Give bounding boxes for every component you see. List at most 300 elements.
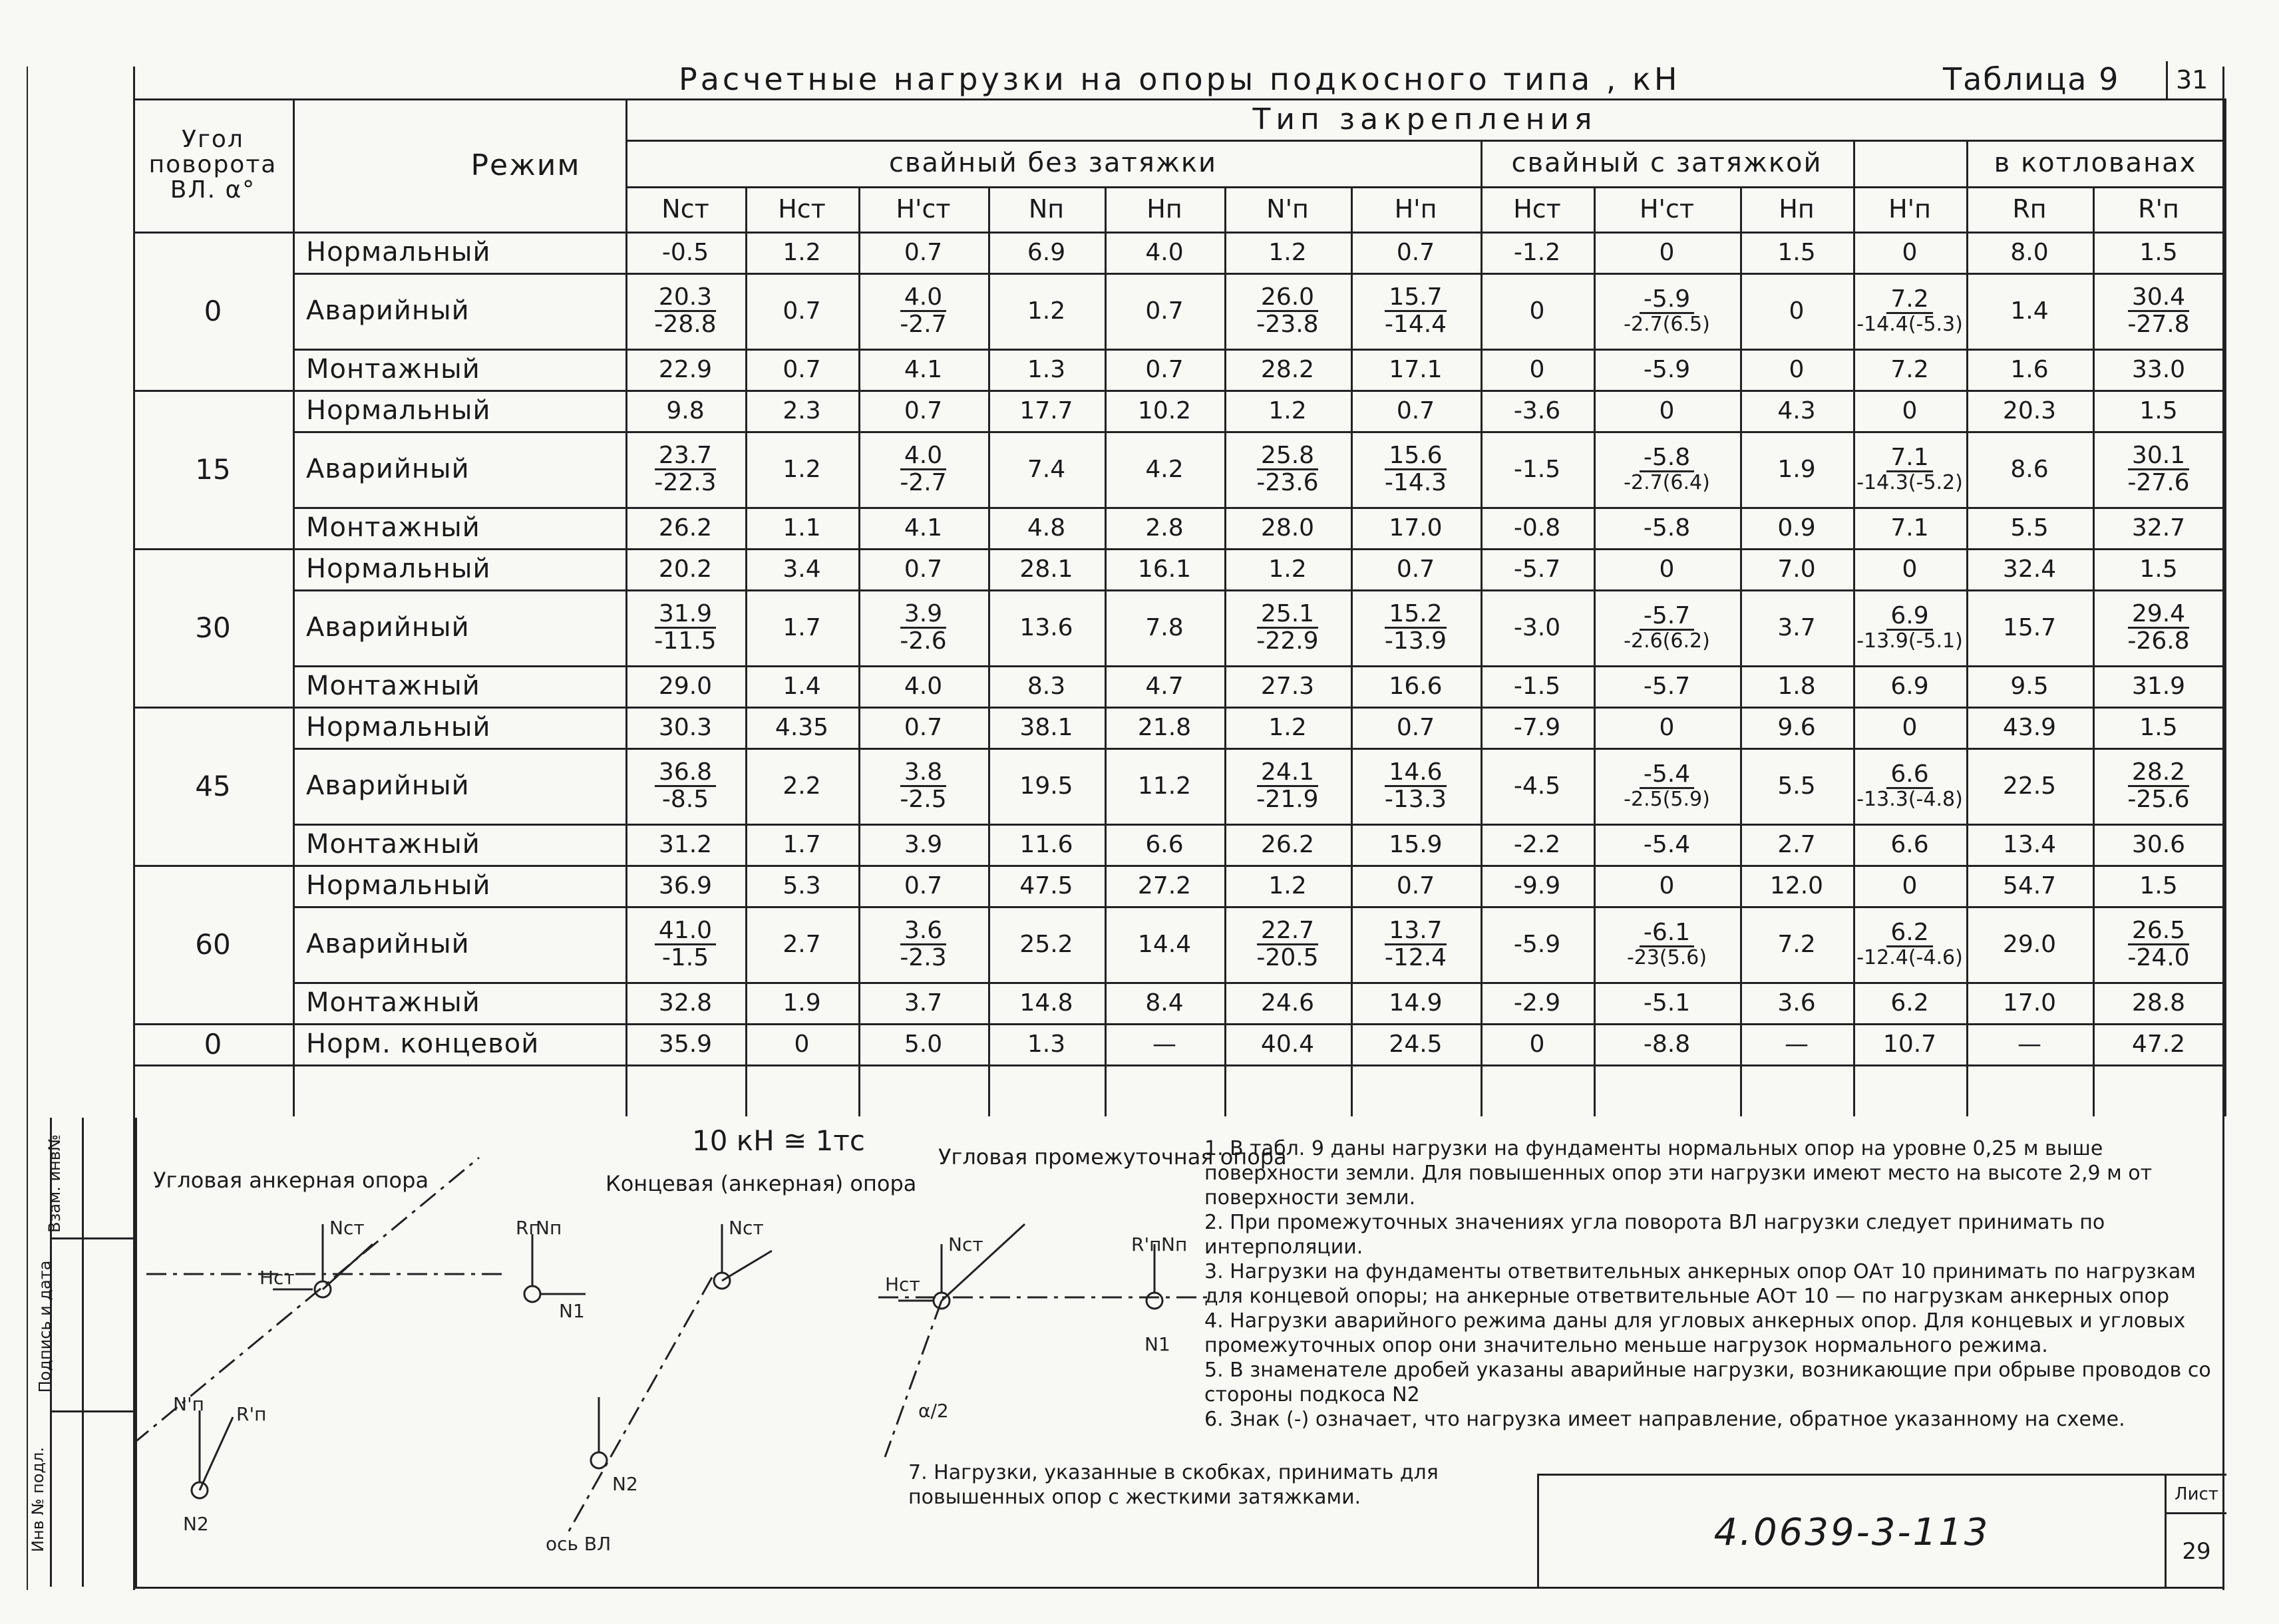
table-cell	[1966, 273, 2093, 349]
table-cell	[1105, 232, 1224, 273]
table-cell	[1966, 906, 2093, 982]
fraction-value	[1252, 918, 1322, 971]
cell-value: 4.0	[904, 672, 943, 700]
table-cell	[1594, 748, 1740, 824]
cell-value: 4.35	[775, 713, 829, 741]
pile-n2	[591, 1452, 607, 1468]
cell-value: 22.5	[2002, 772, 2057, 800]
cell-value: -2.9	[1513, 989, 1561, 1017]
cell-value: 1.2	[1268, 397, 1307, 424]
label-rp-n1: Rп	[516, 1217, 541, 1239]
angle-cell	[133, 1023, 293, 1064]
numerator: -6.1	[1640, 920, 1694, 947]
table-cell	[1594, 431, 1740, 507]
table-cell	[1105, 1023, 1224, 1064]
cell-value: 26.2	[658, 514, 713, 542]
table-cell	[2093, 349, 2224, 390]
mode-label: Аварийный	[306, 295, 470, 326]
group-line	[133, 390, 2224, 392]
row-line	[293, 431, 2224, 433]
denominator: -2.7(6.5)	[1624, 312, 1710, 336]
cell-value: 22.9	[658, 355, 713, 383]
table-row-mode	[306, 665, 625, 707]
cell-value: 0.7	[1396, 397, 1435, 424]
column-header	[988, 186, 1105, 232]
table-row-mode	[306, 349, 625, 390]
cell-value: 4.0	[1145, 238, 1184, 266]
table-cell	[988, 589, 1105, 665]
table-cell	[1224, 349, 1351, 390]
table-cell	[1740, 865, 1853, 906]
table-row-mode	[306, 824, 625, 865]
cell-value: -1.5	[1513, 672, 1561, 700]
column-header-label: Hст	[778, 194, 826, 224]
cell-value: 6.6	[1890, 830, 1929, 858]
table-cell	[1966, 982, 2093, 1023]
cell-value: 8.3	[1027, 672, 1066, 700]
table-row-mode	[306, 707, 625, 748]
table-cell	[1594, 589, 1740, 665]
group-line	[133, 1023, 2224, 1025]
denominator: -2.6(6.2)	[1624, 629, 1710, 653]
fraction-value	[1381, 285, 1451, 337]
denominator: -13.3(-4.8)	[1856, 787, 1963, 811]
fraction-value	[2123, 601, 2193, 654]
column-header-label: Hп	[1146, 194, 1182, 224]
cell-value: 30.3	[658, 713, 713, 741]
col-line	[1105, 186, 1107, 1116]
table-cell	[745, 507, 858, 548]
cell-value: 0.7	[1145, 297, 1184, 325]
table-cell	[858, 548, 988, 589]
table-cell	[625, 589, 745, 665]
cell-value: 33.0	[2131, 355, 2186, 383]
cell-value: -5.7	[1513, 555, 1561, 583]
angle-value: 60	[195, 927, 231, 961]
table-cell	[988, 548, 1105, 589]
table-cell	[1481, 982, 1594, 1023]
table-cell	[858, 390, 988, 431]
fraction-value	[2123, 760, 2193, 812]
table-cell	[2093, 548, 2224, 589]
cell-value: -5.1	[1643, 989, 1691, 1017]
cell-value: 32.8	[658, 989, 713, 1017]
cell-value: 7.1	[1890, 514, 1929, 542]
cell-value: 13.4	[2002, 830, 2057, 858]
header-group3	[1966, 140, 2224, 186]
table-cell	[625, 349, 745, 390]
cell-value: 7.2	[1890, 355, 1929, 383]
label-n2-end: N2	[612, 1473, 638, 1495]
fraction-value	[1252, 285, 1322, 337]
numerator: 6.2	[1886, 920, 1932, 947]
header-type	[625, 98, 2224, 140]
table-cell	[1740, 906, 1853, 982]
notes-block	[1204, 1136, 2216, 1432]
table-cell	[1224, 431, 1351, 507]
table-cell	[745, 349, 858, 390]
cell-value: 0.7	[1145, 355, 1184, 383]
table-cell	[1853, 707, 1966, 748]
table-cell	[1966, 865, 2093, 906]
svg-text:R'п: R'п	[1131, 1233, 1162, 1255]
angle-value: 0	[204, 1027, 222, 1060]
col-line	[1594, 186, 1596, 1116]
table-cell	[1481, 748, 1594, 824]
numerator: 14.6	[1385, 760, 1446, 787]
cell-value: 3.6	[1777, 989, 1816, 1017]
fraction-value	[650, 285, 720, 337]
cell-value: 0	[1659, 872, 1675, 899]
denominator: -14.3(-5.2)	[1856, 470, 1963, 494]
cell-value: 7.2	[1777, 930, 1816, 958]
col-line	[1224, 186, 1226, 1116]
mode-label: Монтажный	[306, 987, 480, 1018]
table-row-mode	[306, 589, 625, 665]
cell-value: 1.3	[1027, 1030, 1066, 1058]
table-cell	[988, 824, 1105, 865]
fraction-value	[1852, 762, 1967, 810]
cell-value: 1.5	[2139, 238, 2178, 266]
cell-value: 16.1	[1137, 555, 1192, 583]
table-right-line	[2224, 98, 2226, 1116]
note-1: 1. В табл. 9 даны нагрузки на фундаменты нормальных опор на уровне 0,25 м выше поверхности земли. Для повышенных опор эти нагрузки имеют место на высоте 2,9 м от поверхности земли.	[1204, 1137, 2153, 1210]
cell-value: 1.2	[1268, 872, 1307, 899]
column-header	[1966, 186, 2093, 232]
table-cell	[1351, 273, 1481, 349]
table-cell	[2093, 390, 2224, 431]
cell-value: -4.5	[1513, 772, 1561, 800]
table-cell	[625, 548, 745, 589]
numerator: 26.5	[2128, 918, 2189, 945]
cell-value: 1.8	[1777, 672, 1816, 700]
table-cell	[1351, 1023, 1481, 1064]
cell-value: 24.5	[1389, 1030, 1443, 1058]
table-cell	[2093, 665, 2224, 707]
numerator: 7.2	[1886, 287, 1932, 314]
numerator: -5.8	[1640, 445, 1694, 472]
table-cell	[1105, 824, 1224, 865]
cell-value: 5.0	[904, 1030, 943, 1058]
table-cell	[1853, 507, 1966, 548]
table-cell	[1966, 548, 2093, 589]
cell-value: 4.2	[1145, 455, 1184, 483]
table-cell	[2093, 589, 2224, 665]
cell-value: 5.5	[1777, 772, 1816, 800]
table-cell	[1224, 1023, 1351, 1064]
mode-label: Аварийный	[306, 929, 470, 959]
note-3: 3. Нагрузки на фундаменты ответвительных анкерных опор ОАт 10 принимать по нагрузкам для концевой опоры; на анкерные ответвительные АОт 10 — по нагрузкам анкерных опор	[1204, 1260, 2196, 1308]
numerator: 25.8	[1257, 443, 1318, 470]
column-header	[2093, 186, 2224, 232]
diagram2-title: Концевая (анкерная) опора	[606, 1171, 917, 1196]
cell-value: -3.0	[1513, 613, 1561, 641]
table-cell	[745, 707, 858, 748]
cell-value: 10.2	[1137, 397, 1192, 424]
cell-value: 0	[1902, 397, 1918, 424]
numerator: 28.2	[2128, 760, 2189, 787]
numerator: 15.7	[1385, 285, 1446, 312]
fraction-value	[1852, 445, 1967, 493]
table-cell	[1105, 390, 1224, 431]
cell-value: 0.7	[1396, 872, 1435, 899]
cell-value: -1.2	[1513, 238, 1561, 266]
cell-value: 8.6	[2010, 455, 2049, 483]
table-row-mode	[306, 906, 625, 982]
col-line	[2093, 186, 2095, 1116]
cell-value: 0	[1789, 297, 1805, 325]
row-line	[293, 589, 2224, 591]
binding-margin-line	[27, 67, 28, 1590]
cell-value: 1.2	[783, 455, 821, 483]
denominator: -27.6	[2127, 468, 2190, 496]
row-line	[293, 982, 2224, 984]
header-group1-label: свайный без затяжки	[888, 148, 1218, 178]
table-cell	[1594, 232, 1740, 273]
mode-label: Аварийный	[306, 612, 470, 643]
table-cell	[1481, 665, 1594, 707]
row-line	[293, 824, 2224, 826]
denominator: -8.5	[661, 785, 709, 813]
denominator: -12.4(-4.6)	[1856, 945, 1963, 969]
cell-value: 0	[1902, 238, 1918, 266]
table-cell	[1594, 548, 1740, 589]
table-cell	[625, 431, 745, 507]
cell-value: 28.0	[1260, 514, 1315, 542]
denominator: -23(5.6)	[1626, 945, 1707, 969]
fraction-value	[2123, 443, 2193, 496]
table-cell	[1740, 707, 1853, 748]
group-divider-1	[1481, 140, 1483, 186]
table-cell	[1740, 589, 1853, 665]
col-line	[858, 186, 860, 1116]
table-cell	[1853, 865, 1966, 906]
cell-value: 47.2	[2131, 1030, 2186, 1058]
diagram1-title: Угловая анкерная опора	[153, 1168, 429, 1193]
group-line	[133, 548, 2224, 550]
table-cell	[1224, 232, 1351, 273]
cell-value: 24.6	[1260, 989, 1315, 1017]
table-cell	[1224, 273, 1351, 349]
group-line	[133, 865, 2224, 867]
cell-value: 4.1	[904, 514, 943, 542]
numerator: -5.4	[1640, 762, 1694, 789]
fraction-value	[1623, 920, 1711, 968]
cell-value: 17.0	[2002, 989, 2057, 1017]
table-left-line	[133, 98, 135, 1116]
numerator: -5.7	[1640, 603, 1694, 631]
row-line	[293, 665, 2224, 667]
cell-value: 2.3	[783, 397, 821, 424]
table-cell	[1481, 507, 1594, 548]
cell-value: 1.6	[2010, 355, 2049, 383]
denominator: -28.8	[654, 310, 717, 338]
numerator: 22.7	[1257, 918, 1318, 945]
note-7: 7. Нагрузки, указанные в скобках, принимать для повышенных опор с жесткими затяжками.	[908, 1461, 1439, 1509]
table-cell	[1740, 982, 1853, 1023]
col-line	[1966, 186, 1968, 1116]
table-title: Расчетные нагрузки на опоры подкосного типа , кН	[679, 61, 1681, 97]
note-2: 2. При промежуточных значениях угла поворота ВЛ нагрузки следует принимать по интерполяции.	[1204, 1211, 2105, 1259]
numerator: 23.7	[655, 443, 716, 470]
table-cell	[2093, 431, 2224, 507]
table-cell	[1105, 982, 1224, 1023]
cell-value: -5.9	[1643, 355, 1691, 383]
cell-value: —	[1152, 1030, 1176, 1058]
numerator: 6.9	[1886, 603, 1932, 631]
fraction-value	[896, 918, 950, 971]
denominator: -2.5(5.9)	[1624, 787, 1710, 811]
cell-value: 0.7	[904, 397, 943, 424]
numerator: 31.9	[655, 601, 716, 629]
table-cell	[1594, 824, 1740, 865]
table-cell	[1351, 390, 1481, 431]
fraction-value	[896, 285, 950, 337]
doc-code	[1539, 1476, 2165, 1589]
table-cell	[988, 1023, 1105, 1064]
table-cell	[625, 906, 745, 982]
fraction-value	[1620, 762, 1714, 810]
cell-value: -8.8	[1643, 1030, 1691, 1058]
table-cell	[1105, 748, 1224, 824]
table-cell	[1853, 349, 1966, 390]
numerator: 15.2	[1385, 601, 1446, 629]
denominator: -24.0	[2127, 943, 2190, 971]
table-cell	[1105, 589, 1224, 665]
group-line	[133, 1064, 2224, 1066]
denominator: -27.8	[2127, 310, 2190, 338]
angle-value: 45	[195, 769, 231, 802]
cell-value: 12.0	[1769, 872, 1824, 899]
table-cell	[1740, 824, 1853, 865]
column-header	[858, 186, 988, 232]
header-group1	[625, 140, 1481, 186]
label-axis-end: ось ВЛ	[546, 1533, 612, 1555]
mode-label: Монтажный	[306, 512, 480, 543]
table-cell	[1853, 748, 1966, 824]
denominator: -2.6	[900, 627, 947, 655]
fraction-value	[650, 601, 720, 654]
column-header	[1594, 186, 1740, 232]
column-header-label: Hп	[1779, 194, 1815, 224]
column-header-label: H'ст	[1639, 194, 1695, 224]
table-cell	[1740, 273, 1853, 349]
col-line	[1481, 186, 1483, 1116]
cell-value: 38.1	[1019, 713, 1073, 741]
table-cell	[858, 906, 988, 982]
table-row-mode	[306, 982, 625, 1023]
denominator: -22.3	[654, 468, 717, 496]
table-cell	[858, 865, 988, 906]
cell-value: 32.4	[2002, 555, 2057, 583]
denominator: -22.9	[1256, 627, 1319, 655]
table-cell	[1853, 1023, 1966, 1064]
fraction-value	[896, 601, 950, 654]
table-cell	[858, 589, 988, 665]
cell-value: 16.6	[1389, 672, 1443, 700]
denominator: -2.7	[900, 468, 947, 496]
table-cell	[1966, 390, 2093, 431]
cell-value: 0.7	[904, 555, 943, 583]
mode-label: Монтажный	[306, 829, 480, 860]
table-cell	[1966, 589, 2093, 665]
table-cell	[1966, 232, 2093, 273]
cell-value: 19.5	[1019, 772, 1073, 800]
table-cell	[1105, 431, 1224, 507]
svg-text:Nст: Nст	[948, 1233, 983, 1255]
table-cell	[1351, 982, 1481, 1023]
table-cell	[1853, 824, 1966, 865]
row-line	[293, 349, 2224, 351]
angle-cell	[133, 390, 293, 548]
angle-cell	[133, 548, 293, 707]
cell-value: 1.7	[783, 830, 821, 858]
angle-cell	[133, 865, 293, 1023]
fraction-value	[1252, 601, 1322, 654]
mode-label: Нормальный	[306, 554, 491, 584]
loads-table	[133, 98, 2224, 1116]
cell-value: 21.8	[1137, 713, 1192, 741]
table-cell	[1224, 589, 1351, 665]
table-cell	[858, 824, 988, 865]
table-cell	[745, 232, 858, 273]
angle-col-line	[293, 98, 295, 1116]
cell-value: 17.0	[1389, 514, 1443, 542]
table-cell	[1740, 1023, 1853, 1064]
cell-value: 0	[1659, 397, 1675, 424]
table-cell	[1481, 906, 1594, 982]
row-line	[293, 748, 2224, 750]
table-cell	[1594, 982, 1740, 1023]
numerator: -5.9	[1640, 287, 1694, 314]
column-header-label: H'п	[1888, 194, 1931, 224]
cell-value: 28.1	[1019, 555, 1073, 583]
cell-value: 0.7	[1396, 555, 1435, 583]
cell-value: -5.8	[1643, 514, 1691, 542]
sheet-number-text: 29	[2182, 1538, 2211, 1565]
denominator: -13.9(-5.1)	[1856, 629, 1963, 653]
table-cell	[1351, 507, 1481, 548]
numerator: 25.1	[1257, 601, 1318, 629]
cell-value: 28.2	[1260, 355, 1315, 383]
table-cell	[988, 390, 1105, 431]
label-np-n1: Nп	[536, 1217, 562, 1239]
denominator: -11.5	[654, 627, 717, 655]
col-line	[1740, 186, 1742, 1116]
fraction-value	[1252, 760, 1322, 812]
cell-value: 28.8	[2131, 989, 2186, 1017]
cell-value: 1.2	[1027, 297, 1066, 325]
cell-value: 1.5	[2139, 872, 2178, 899]
mode-label: Нормальный	[306, 237, 491, 267]
cell-value: 1.2	[1268, 713, 1307, 741]
numerator: 7.1	[1886, 445, 1932, 472]
cell-value: -2.2	[1513, 830, 1561, 858]
cell-value: 1.5	[1777, 238, 1816, 266]
table-cell	[1105, 865, 1224, 906]
column-header	[1740, 186, 1853, 232]
table-cell	[1966, 1023, 2093, 1064]
column-header-label: H'ст	[896, 194, 951, 224]
cell-value: 7.4	[1027, 455, 1066, 483]
cell-value: 5.3	[783, 872, 821, 899]
table-cell	[625, 824, 745, 865]
numerator: 13.7	[1385, 918, 1446, 945]
cell-value: 26.2	[1260, 830, 1315, 858]
support-schemes-drawing	[133, 1118, 932, 1587]
cell-value: 0.7	[783, 297, 821, 325]
table-cell	[1594, 707, 1740, 748]
